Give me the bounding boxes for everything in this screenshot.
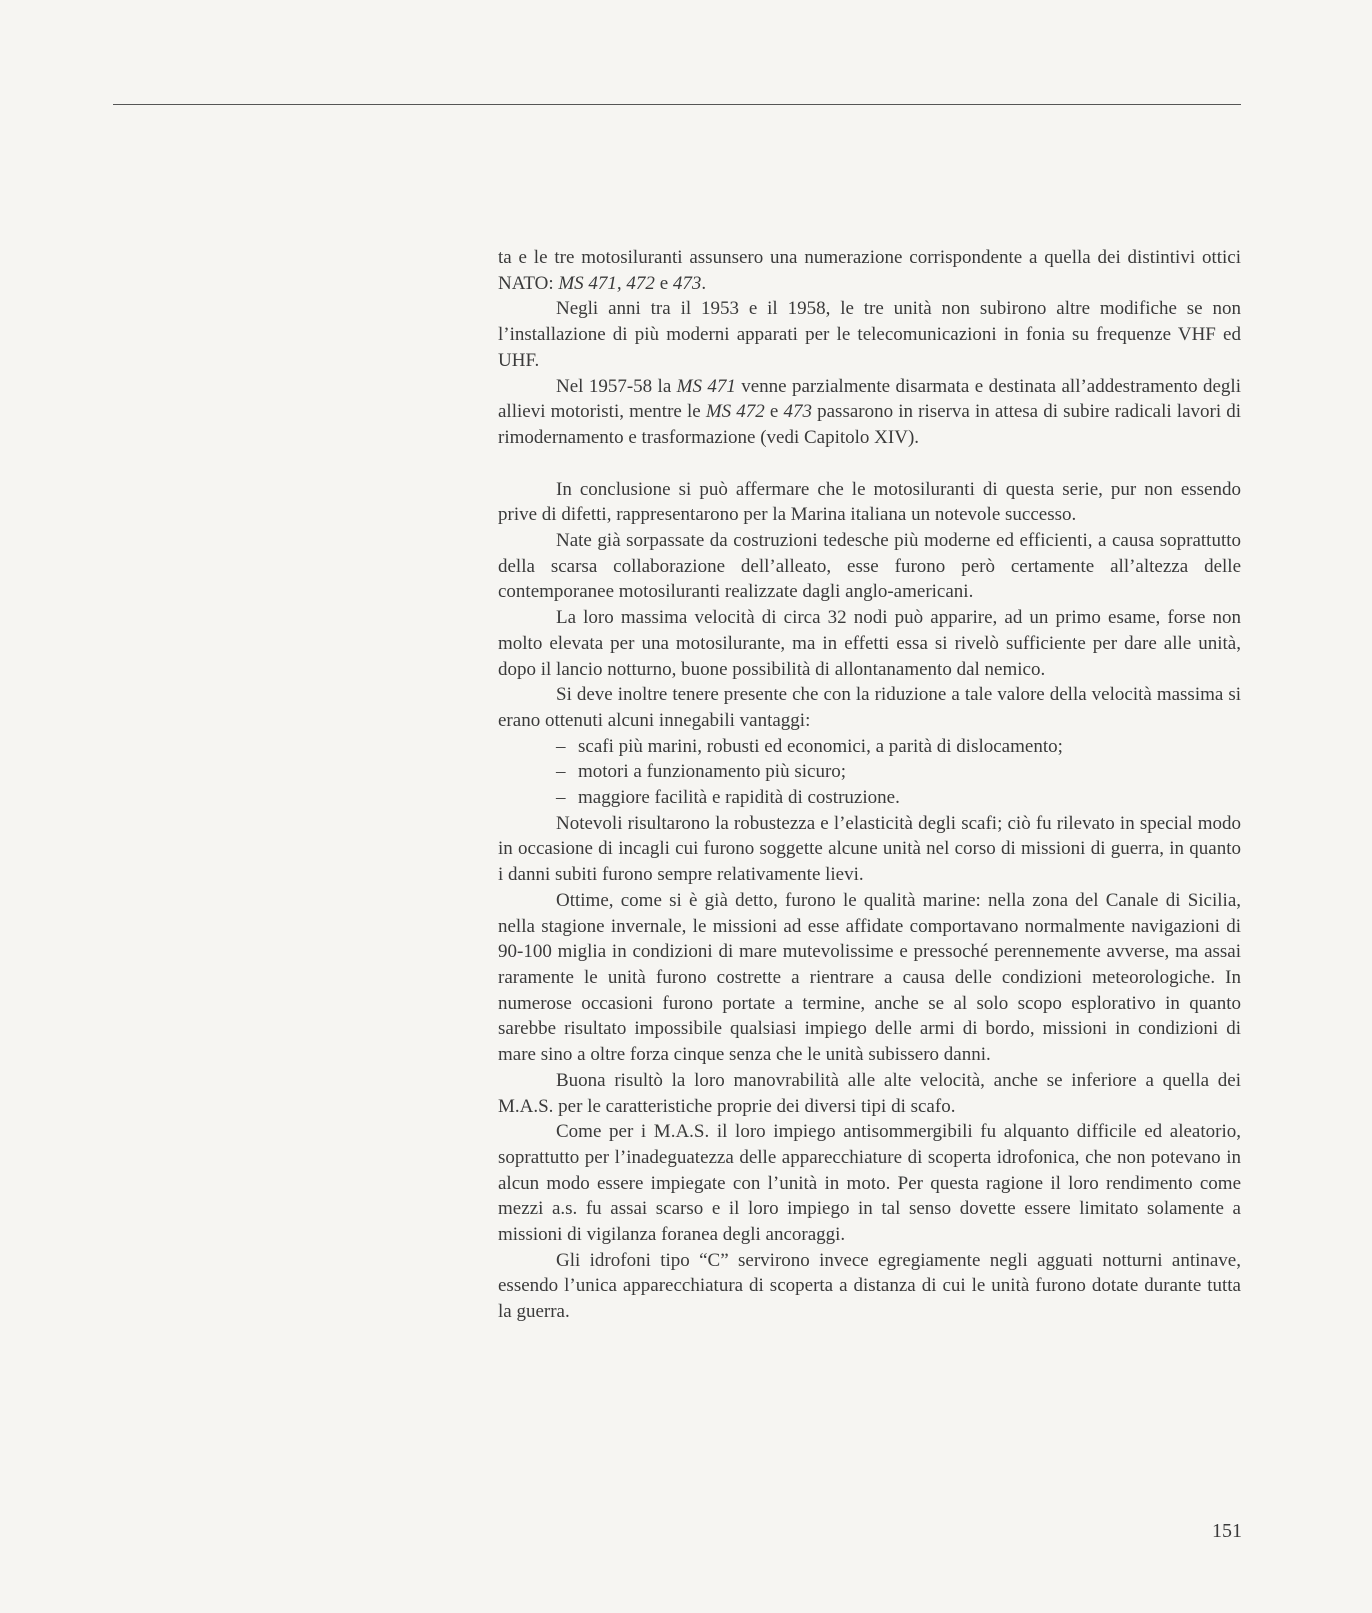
list-item: – motori a funzionamento più sicuro; (556, 759, 1241, 785)
paragraph-nato-numbering: ta e le tre motosiluranti assunsero una numerazione corrispondente a quella dei distintivi ottici NATO: MS 471, 472 e 473. (498, 247, 1241, 294)
paragraph-hydrophones: Gli idrofoni tipo “C” servirono invece egregiamente negli agguati notturni antinave, essendo l’unica apparecchiatura di scoperta a distanza di cui le unità furono dotate durante tutta la guerra. (498, 1249, 1241, 1323)
list-item: – scafi più marini, robusti ed economici, a parità di dislocamento; (556, 734, 1241, 760)
advantages-list (498, 734, 1241, 811)
italic-unit-name: MS 471, 472 (558, 272, 655, 294)
list-dash: – (556, 735, 566, 757)
italic-unit-name: MS 471 (676, 375, 736, 397)
paragraph-maneuverability: Buona risultò la loro manovrabilità alle alte velocità, anche se inferiore a quella dei M.A.S. per le caratteristiche proprie dei diversi tipi di scafo. (498, 1069, 1241, 1117)
italic-unit-name: MS 472 (705, 401, 765, 423)
paragraph-antisubmarine: Come per i M.A.S. il loro impiego antisommergibili fu alquanto difficile ed aleatorio, soprattutto per l’inadeguatezza delle apparecchiature di scoperta idrofonica, che non potevano in alcun modo essere impiegate con l’unità in moto. Per questa ragione il loro rendimento come mezzi a.s. fu assai scarso e il loro impiego in tal senso dovette essere limitato solamente a missioni di vigilanza foranea degli ancoraggi. (498, 1121, 1241, 1246)
paragraph-sea-qualities: Ottime, come si è già detto, furono le qualità marine: nella zona del Canale di Sicilia, nella stagione invernale, le missioni ad esse affidate comportavano normalmente navigazioni di 90-100 miglia in condizioni di mare mutevolissime e pressoché perennemente avverse, ma assai raramente le unità furono costrette a rientrare a causa delle condizioni meteorologiche. In numerose occasioni furono portate a termine, anche se al solo scopo esplorativo in quanto sarebbe risultato impossibile qualsiasi impiego delle armi di bordo, missioni in condizioni di mare sino a oltre forza cinque senza che le unità subissero danni. (498, 889, 1241, 1066)
paragraph-speed: La loro massima velocità di circa 32 nodi può apparire, ad un primo esame, forse non molto elevata per una motosilurante, ma in effetti essa si rivelò sufficiente per dare alle unità, dopo il lancio notturno, buone possibilità di allontanamento dal nemico. (498, 607, 1241, 680)
paragraph-1957-58: Nel 1957-58 la MS 471 venne parzialmente disarmata e destinata all’addestramento degli allievi motoristi, mentre le MS 472 e 473 passarono in riserva in attesa di subire radicali lavori di rimodernamento e trasformazione (vedi Capitolo XIV). (498, 375, 1242, 448)
italic-unit-name: 473 (672, 272, 702, 294)
list-dash: – (556, 761, 566, 783)
header-rule (113, 104, 1241, 105)
paragraph-conclusion: In conclusione si può affermare che le motosiluranti di questa serie, pur non essendo prive di difetti, rappresentarono per la Marina italiana un notevole successo. (498, 478, 1241, 526)
list-item: – maggiore facilità e rapidità di costruzione. (556, 785, 1241, 811)
paragraph-advantages-intro: Si deve inoltre tenere presente che con la riduzione a tale valore della velocità massima si erano ottenuti alcuni innegabili vantaggi: (498, 684, 1241, 731)
page-number: 151 (1212, 1520, 1242, 1542)
list-dash: – (556, 787, 566, 809)
paragraph-german-comparison: Nate già sorpassate da costruzioni tedesche più moderne ed efficienti, a causa soprattutto della scarsa collaborazione dell’alleato, esse furono però certamente all’altezza delle contemporanee motosiluranti realizzate dagli anglo-americani. (498, 530, 1241, 603)
body-text (498, 245, 1241, 1325)
paragraph-robustness: Notevoli risultarono la robustezza e l’elasticità degli scafi; ciò fu rilevato in special modo in occasione di incagli cui furono soggette alcune unità nel corso di missioni di guerra, in quanto i danni subiti furono sempre relativamente lievi. (498, 812, 1241, 886)
paragraph-1953-1958: Negli anni tra il 1953 e il 1958, le tre unità non subirono altre modifiche se non l’installazione di più moderni apparati per le telecomunicazioni in fonia su frequenze VHF ed UHF. (498, 298, 1241, 371)
italic-unit-name: 473 (783, 401, 812, 423)
